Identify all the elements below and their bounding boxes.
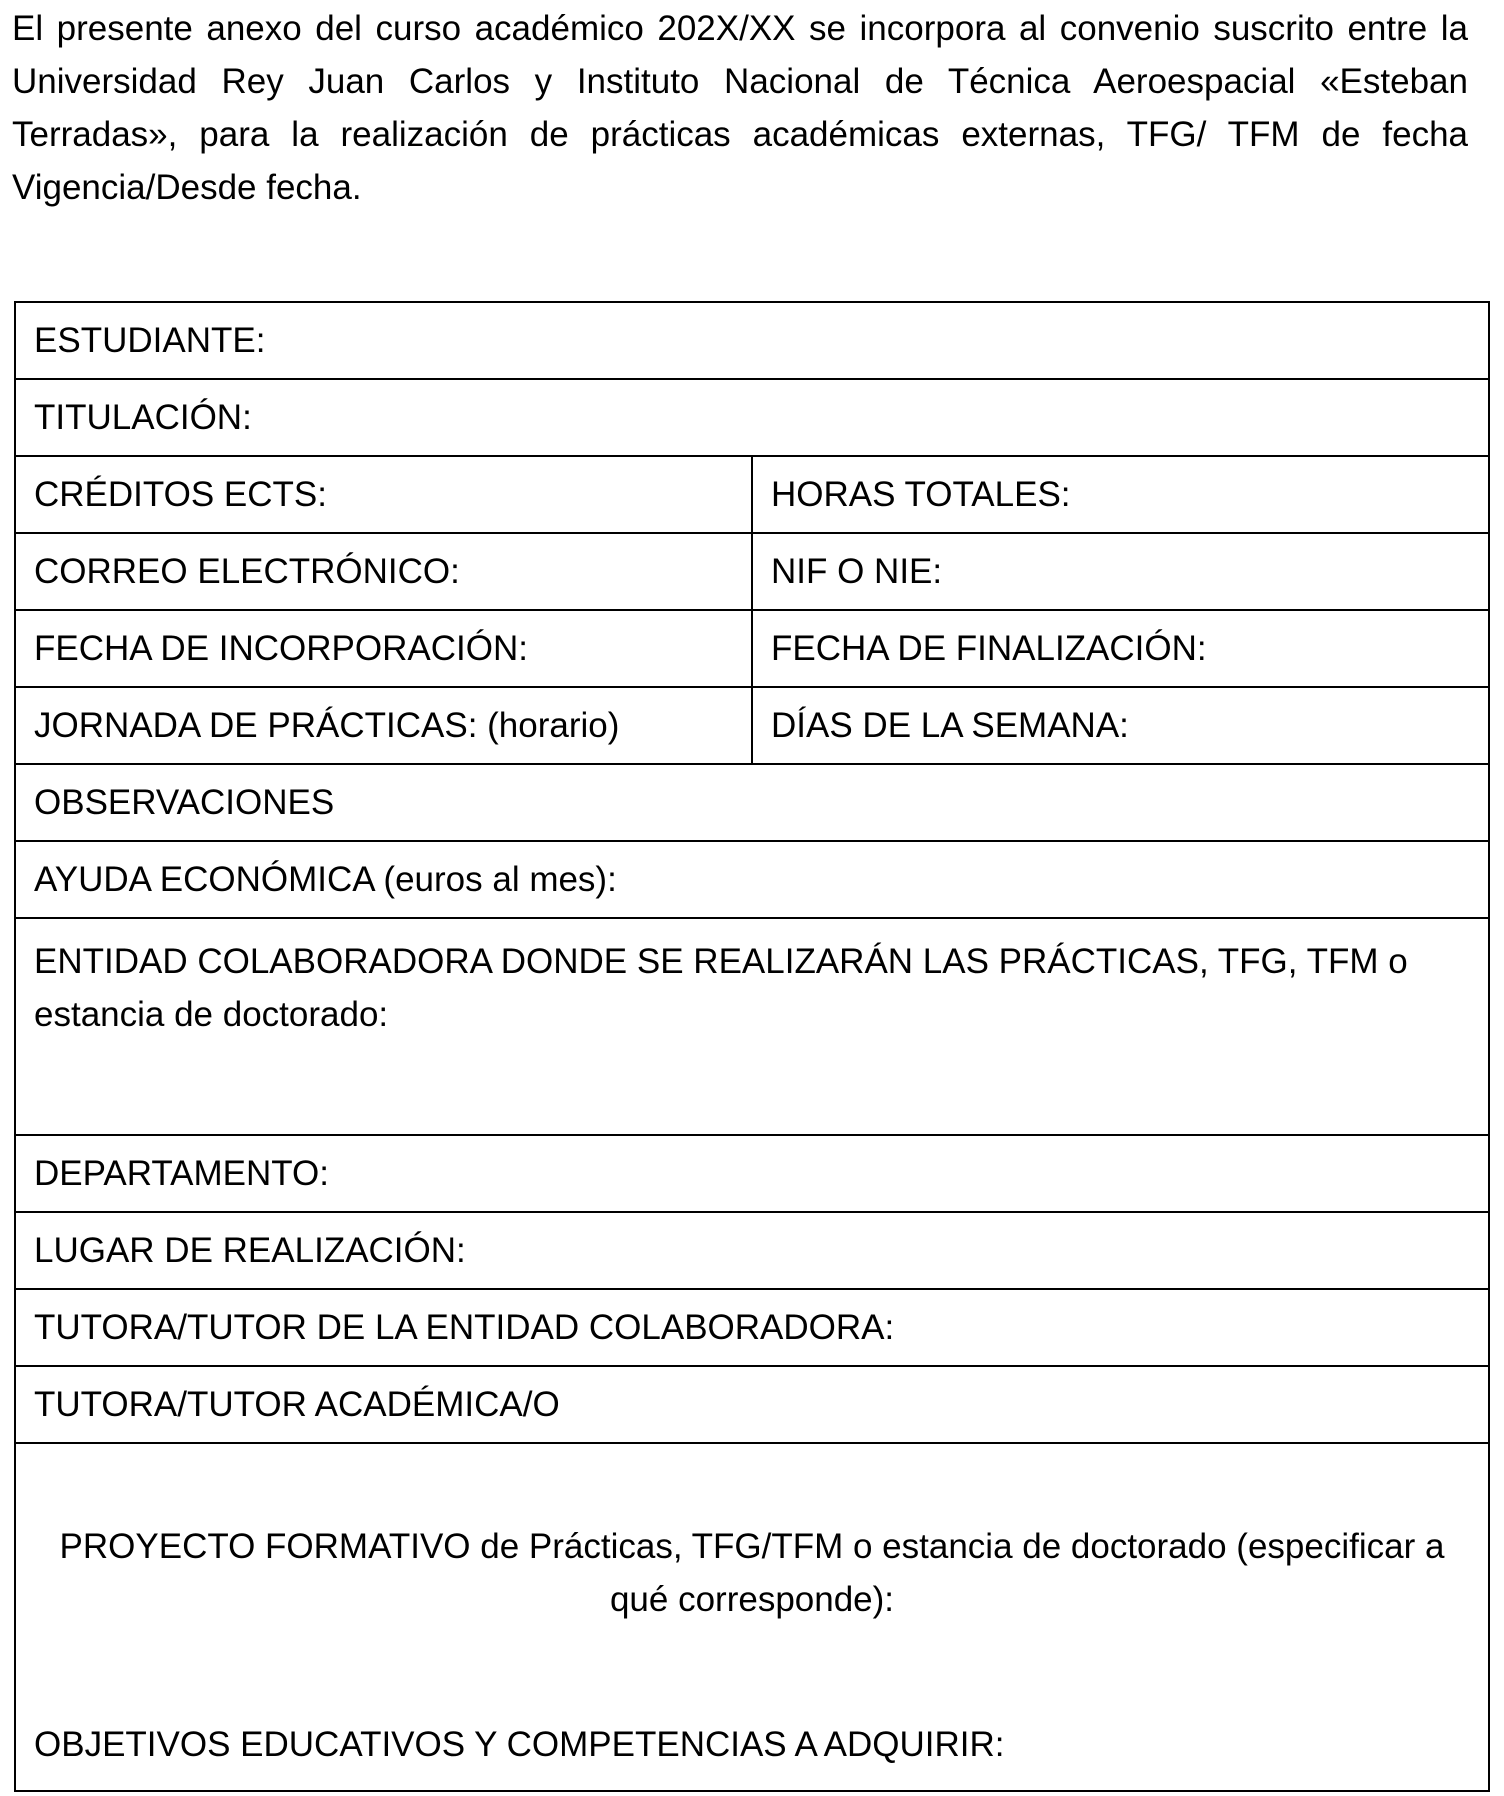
row-ayuda bbox=[15, 841, 1489, 918]
row-estudiante bbox=[15, 302, 1489, 379]
tutor-academico-field[interactable]: TUTORA/TUTOR ACADÉMICA/O bbox=[15, 1366, 1489, 1443]
ayuda-field[interactable]: AYUDA ECONÓMICA (euros al mes): bbox=[15, 841, 1489, 918]
row-observaciones bbox=[15, 764, 1489, 841]
lugar-field[interactable]: LUGAR DE REALIZACIÓN: bbox=[15, 1212, 1489, 1289]
nif-field[interactable]: NIF O NIE: bbox=[752, 533, 1489, 610]
row-correo-nif bbox=[15, 533, 1489, 610]
fecha-incorporacion-field[interactable]: FECHA DE INCORPORACIÓN: bbox=[15, 610, 752, 687]
departamento-field[interactable]: DEPARTAMENTO: bbox=[15, 1135, 1489, 1212]
proyecto-cell[interactable] bbox=[15, 1443, 1489, 1791]
row-tutor-entidad bbox=[15, 1289, 1489, 1366]
row-fechas bbox=[15, 610, 1489, 687]
row-lugar bbox=[15, 1212, 1489, 1289]
row-tutor-academico bbox=[15, 1366, 1489, 1443]
proyecto-formativo-heading: PROYECTO FORMATIVO de Prácticas, TFG/TFM o estancia de doctorado (especificar a qué corresponde): bbox=[59, 1527, 1445, 1619]
annex-form-table bbox=[14, 301, 1490, 1792]
estudiante-field[interactable]: ESTUDIANTE: bbox=[15, 302, 1489, 379]
row-titulacion bbox=[15, 379, 1489, 456]
observaciones-field[interactable]: OBSERVACIONES bbox=[15, 764, 1489, 841]
horas-field[interactable]: HORAS TOTALES: bbox=[752, 456, 1489, 533]
dias-field[interactable]: DÍAS DE LA SEMANA: bbox=[752, 687, 1489, 764]
entidad-field[interactable]: ENTIDAD COLABORADORA DONDE SE REALIZARÁN LAS PRÁCTICAS, TFG, TFM o estancia de doctorado: bbox=[15, 918, 1489, 1135]
tutor-entidad-field[interactable]: TUTORA/TUTOR DE LA ENTIDAD COLABORADORA: bbox=[15, 1289, 1489, 1366]
row-creditos-horas bbox=[15, 456, 1489, 533]
row-proyecto bbox=[15, 1443, 1489, 1791]
intro-paragraph: El presente anexo del curso académico 202X/XX se incorpora al convenio suscrito entre la Universidad Rey Juan Carlos y Instituto Nacional de Técnica Aeroespacial «Esteban Terradas», para la realización de prácticas académicas externas, TFG/ TFM de fecha Vigencia/Desde fecha. bbox=[12, 9, 1468, 207]
row-entidad bbox=[15, 918, 1489, 1135]
objetivos-heading: OBJETIVOS EDUCATIVOS Y COMPETENCIAS A ADQUIRIR: bbox=[34, 1725, 1005, 1764]
creditos-field[interactable]: CRÉDITOS ECTS: bbox=[15, 456, 752, 533]
fecha-finalizacion-field[interactable]: FECHA DE FINALIZACIÓN: bbox=[752, 610, 1489, 687]
titulacion-field[interactable]: TITULACIÓN: bbox=[15, 379, 1489, 456]
row-jornada-dias bbox=[15, 687, 1489, 764]
correo-field[interactable]: CORREO ELECTRÓNICO: bbox=[15, 533, 752, 610]
row-departamento bbox=[15, 1135, 1489, 1212]
jornada-field[interactable]: JORNADA DE PRÁCTICAS: (horario) bbox=[15, 687, 752, 764]
